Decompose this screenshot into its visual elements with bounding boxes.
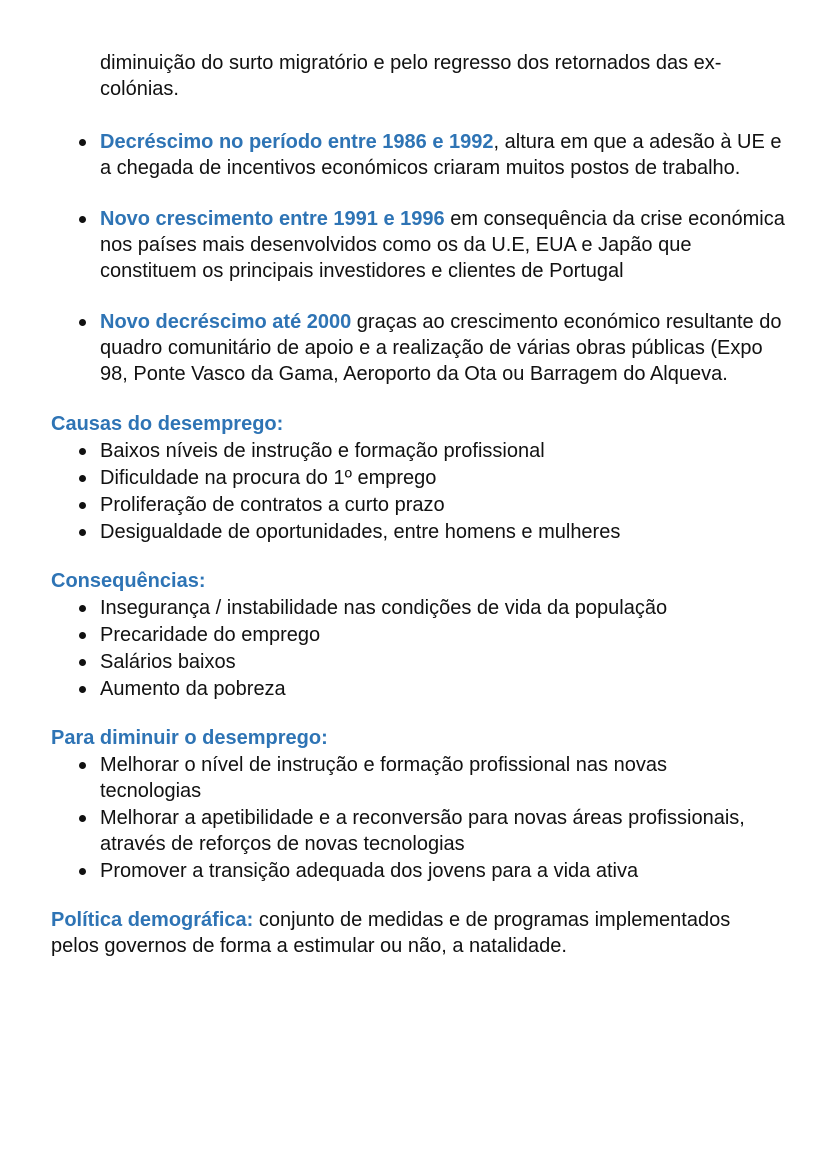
- list-item: Melhorar o nível de instrução e formação profissional nas novas tecnologias: [51, 752, 751, 804]
- list-item: Dificuldade na procura do 1º emprego: [51, 465, 788, 491]
- item-text: graças ao crescimento económico resultante do quadro comunitário de apoio e a realização de várias obras públicas (Expo 98, Ponte Vasco da Gama, Aeroporto da Ota ou Barragem do Alqueva.: [100, 311, 782, 385]
- list-item: [51, 129, 788, 181]
- reduce-heading: Para diminuir o desemprego:: [51, 727, 328, 749]
- highlight-text: Novo crescimento entre 1991 e 1996: [100, 208, 445, 230]
- highlight-text: Decréscimo no período entre 1986 e 1992: [100, 131, 494, 153]
- list-item: [51, 309, 788, 387]
- list-item: Salários baixos: [51, 649, 788, 675]
- consequences-heading: Consequências:: [51, 570, 206, 592]
- list-item: Precaridade do emprego: [51, 622, 788, 648]
- definition-paragraph: [51, 907, 771, 959]
- definition-term: Política demográfica:: [51, 909, 254, 931]
- list-item: Melhorar a apetibilidade e a reconversão para novas áreas profissionais, através de reforços de novas tecnologias: [51, 805, 751, 857]
- reduce-section: [51, 725, 788, 884]
- reduce-list: [51, 752, 751, 884]
- list-item: [51, 206, 788, 284]
- intro-continuation: diminuição do surto migratório e pelo regresso dos retornados das ex-colónias.: [100, 52, 722, 100]
- list-item: Proliferação de contratos a curto prazo: [51, 492, 788, 518]
- list-item: Insegurança / instabilidade nas condições de vida da população: [51, 595, 788, 621]
- causes-heading: Causas do desemprego:: [51, 413, 284, 435]
- list-item: Baixos níveis de instrução e formação profissional: [51, 438, 788, 464]
- item-text: , altura em que a adesão à UE e a chegada de incentivos económicos criaram muitos postos de trabalho.: [100, 131, 782, 179]
- consequences-section: [51, 568, 788, 702]
- causes-list: [51, 438, 788, 545]
- consequences-list: [51, 595, 788, 702]
- definition-text: conjunto de medidas e de programas implementados pelos governos de forma a estimular ou não, a natalidade.: [51, 909, 731, 957]
- item-text: em consequência da crise económica nos países mais desenvolvidos como os da U.E, EUA e Japão que constituem os principais investidores e clientes de Portugal: [100, 208, 785, 282]
- highlight-text: Novo decréscimo até 2000: [100, 311, 352, 333]
- causes-section: [51, 411, 788, 545]
- trend-list: [51, 129, 788, 387]
- list-item: Desigualdade de oportunidades, entre homens e mulheres: [51, 519, 788, 545]
- list-item: Aumento da pobreza: [51, 676, 788, 702]
- list-item: Promover a transição adequada dos jovens para a vida ativa: [51, 858, 751, 884]
- definition-section: [51, 907, 788, 959]
